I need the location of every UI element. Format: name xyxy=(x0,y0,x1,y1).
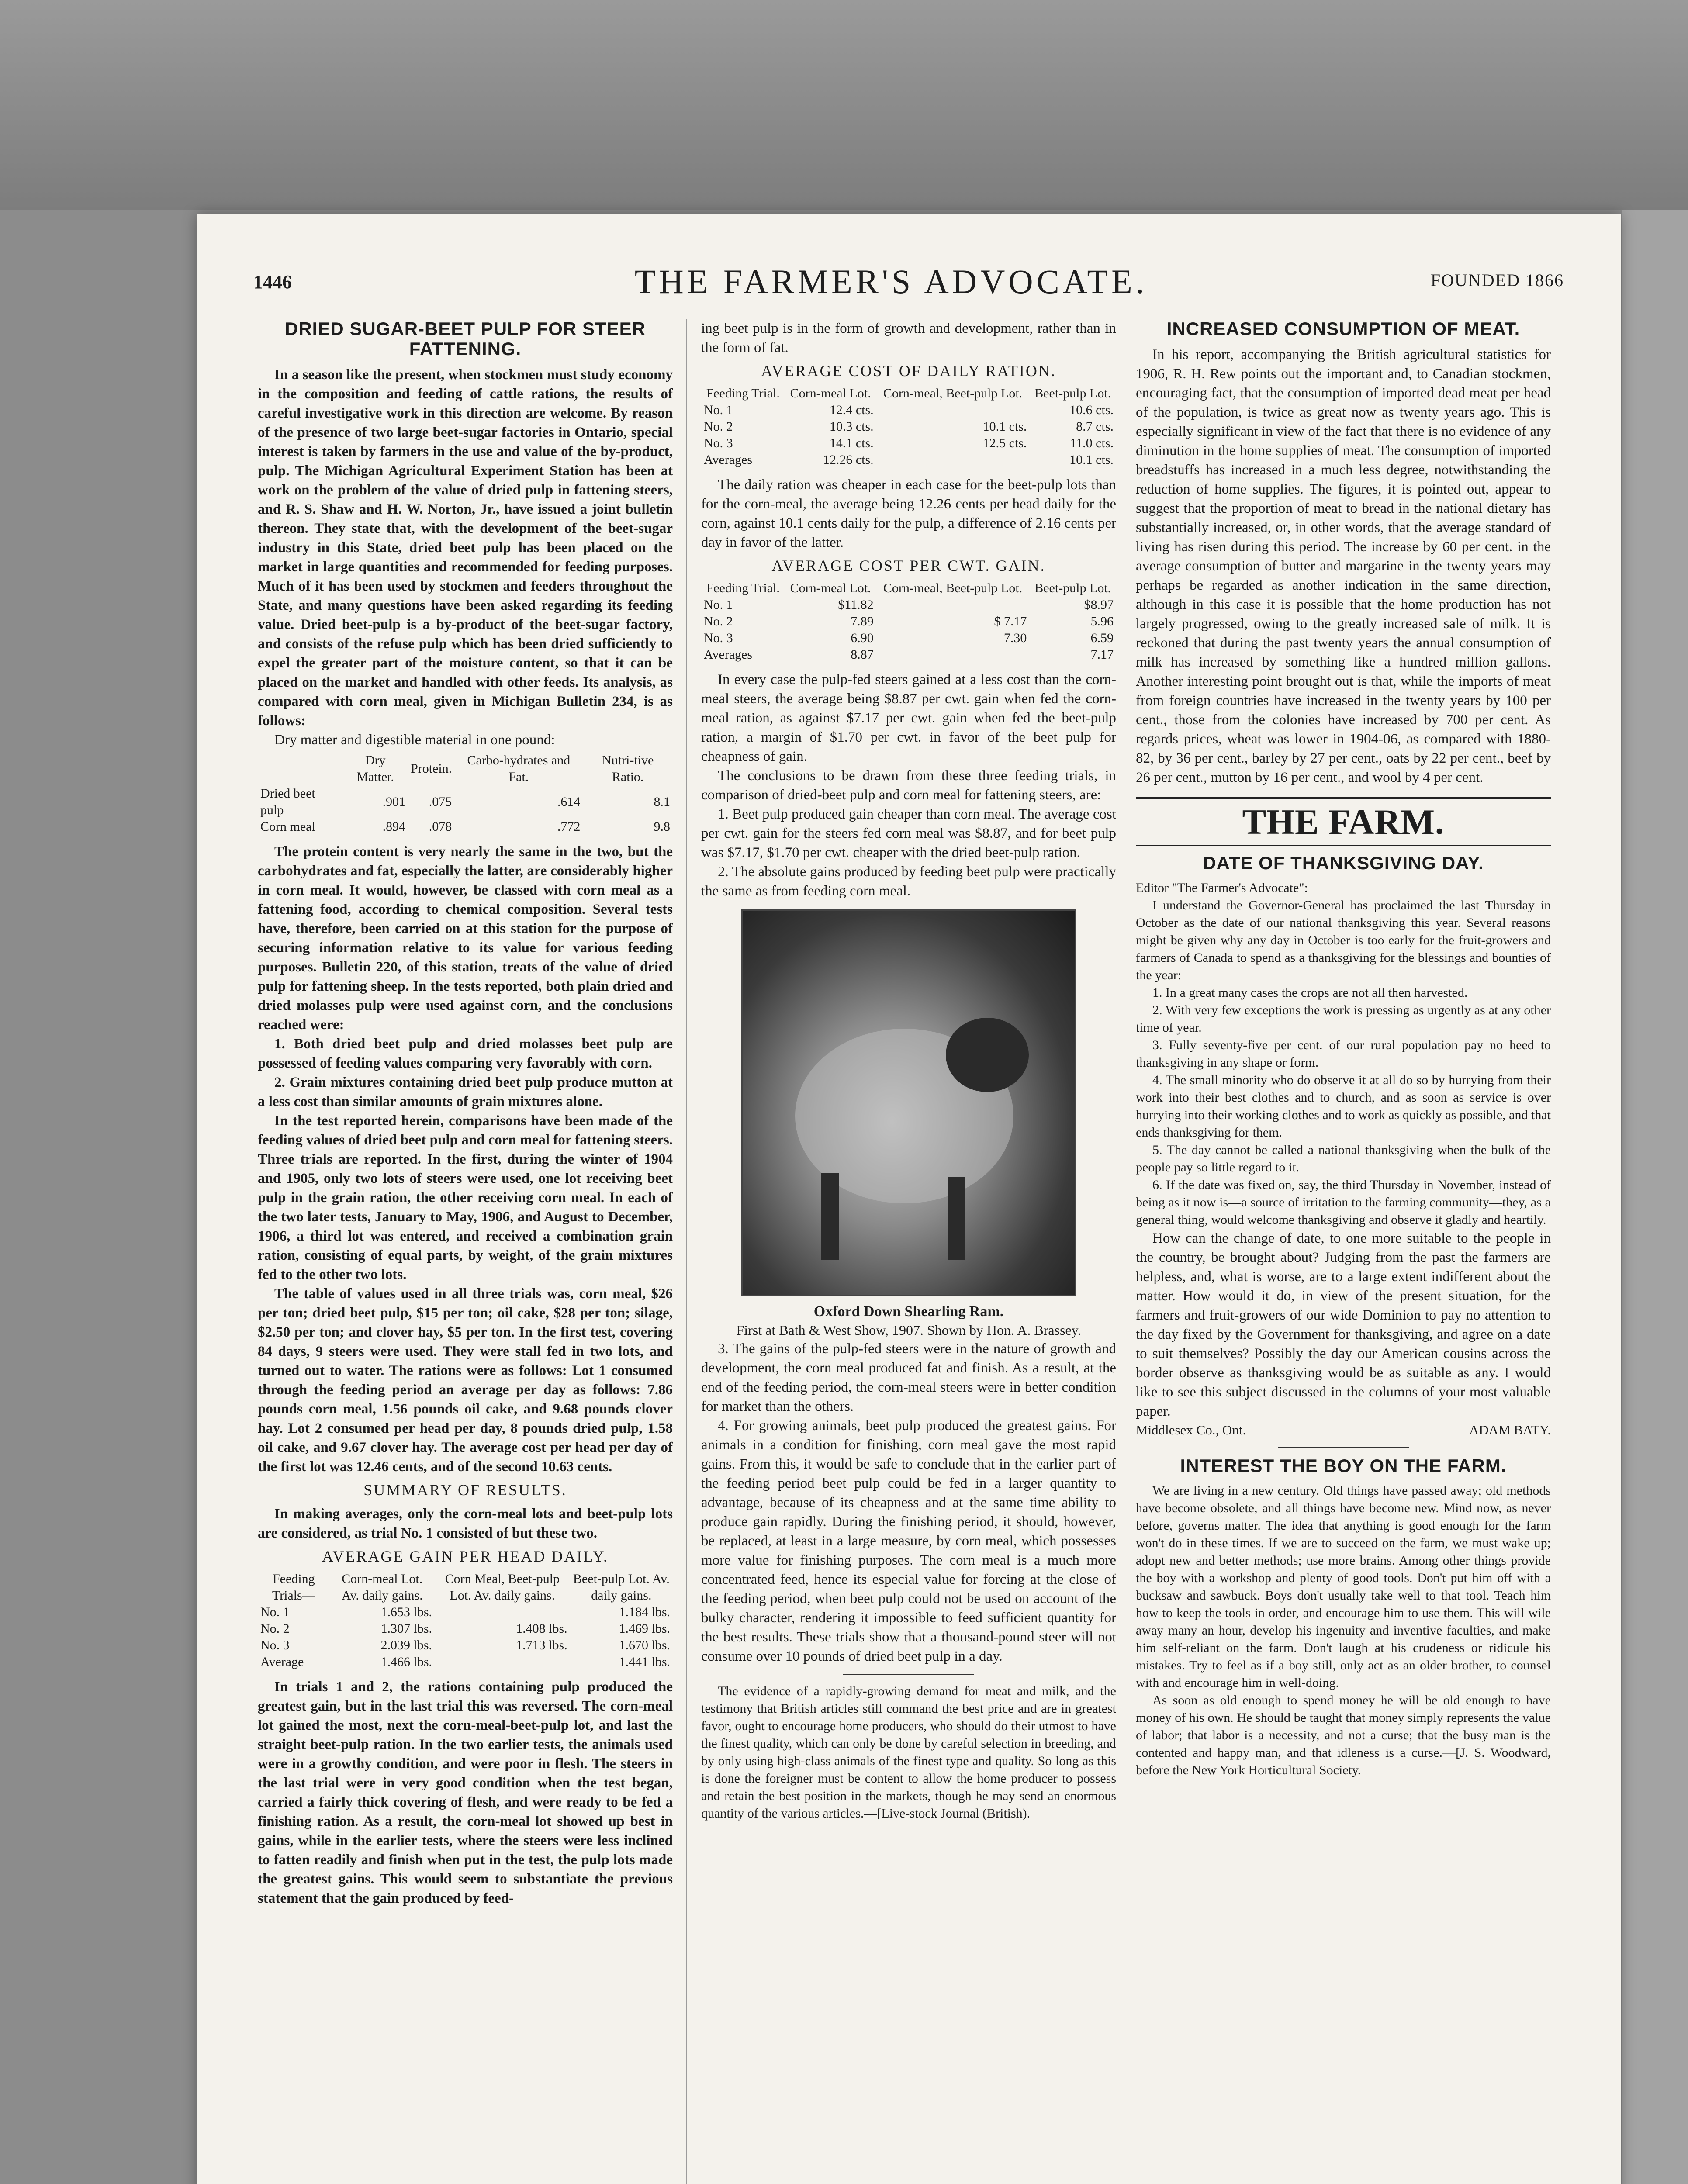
paragraph: 4. The small minority who do observe it at all do so by hurrying from their work into their best clothes and to church, and as soon as service is over hurrying into their working clothes and to work as quickly as possible, and that ends thanksgiving for them. xyxy=(1136,1073,1551,1140)
paragraph: 4. For growing animals, beet pulp produced the greatest gains. For animals in a condition for finishing, corn meal gave the most rapid gains. From this, it would be safe to conclude that in the earlier part of the feeding period beet pulp could be fed in a larger quantity to advantage, because of its cheapness and at the same time ability to produce gain rapidly. During the finishing period, it should, however, be replaced, at least in a large measure, by corn meal, which possesses more value for finishing purposes. The corn meal is a much more concentrated feed, hence its especial value for forcing at the close of the feeding period, when beet pulp could not be used on account of the bulky character, rendering it impossible to feed sufficient quantity for the best results. These trials show that a thousand-pound steer will not consume over 10 pounds of dried beet pulp in a day. xyxy=(701,1418,1116,1664)
page-number: 1446 xyxy=(253,271,292,293)
table-cell: 10.1 cts. xyxy=(982,419,1027,434)
table-heading: AVERAGE COST OF DAILY RATION. xyxy=(761,362,1056,380)
table-header: Corn-meal Lot. Av. daily gains. xyxy=(341,1572,423,1603)
table-cell: 7.89 xyxy=(851,614,874,629)
paragraph: In a season like the present, when stockmen must study economy in the composition and feeding of cattle rations, the results of careful investigative work in this direction are welcome. By reason of the presence of two large beet-sugar factories in Ontario, special interest is taken by farmers in the use and value of the by-product, pulp. The Michigan Agricultural Experiment Station has been at work on the problem of the value of dried pulp in fattening steers, and R. S. Shaw and H. W. Norton, Jr., have issued a joint bulletin thereon. They state that, with the development of the beet-sugar industry in this State, dried beet pulp has been placed on the market in large quantities and recommended for feeding purposes. Much of it has been used by stockmen and feeders throughout the State, and many questions have been asked regarding its feeding value. Dried beet-pulp is a by-product of the beet-sugar factory, and consists of the refuse pulp which has been dried sufficiently to expel the greater part of the moisture content, so that it can be placed on the market and handled with other feeds. Its analysis, as compared with corn meal, given in Michigan Bulletin 234, is as follows: xyxy=(258,367,673,729)
table-cell: No. 1 xyxy=(704,598,733,612)
article-title: INTEREST THE BOY ON THE FARM. xyxy=(1180,1455,1507,1476)
table-row xyxy=(701,418,1116,435)
table-cell: $11.82 xyxy=(838,598,874,612)
table-cell: 8.7 cts. xyxy=(1076,419,1114,434)
column-rule xyxy=(686,319,687,2184)
table-cell: 12.5 cts. xyxy=(982,436,1027,450)
paragraph: In trials 1 and 2, the rations containing pulp produced the greatest gain, but in the last trial this was reversed. The corn-meal lot gained the most, next the corn-meal-beet-pulp lot, and last the straight beet-pulp ration. In the two earlier tests, the animals used were in a growthy condition, and were poor in flesh. The steers in the last trial were in very good condition when the test began, carried a fairly thick covering of flesh, and were ready to be fed a finishing ration. As a result, the corn-meal lot showed up best in gains, while in the earlier tests, where the steers were less inclined to fatten readily and finish when put in the test, the pulp lots made the greatest gains. This would seem to substantiate the previous statement that the gain produced by feed- xyxy=(258,1679,673,1906)
paragraph: In every case the pulp-fed steers gained at a less cost than the corn-meal steers, the average being $8.87 per cwt. gain when fed the corn-meal ration, as against $7.17 per cwt. gain when fed the beet-pulp ration, a margin of $1.70 per cwt. in favor of the beet pulp for cheapness of gain. xyxy=(701,672,1116,764)
table-cell: 1.307 lbs. xyxy=(380,1621,432,1636)
analysis-table xyxy=(258,752,673,835)
table-cell: No. 3 xyxy=(704,436,733,450)
paragraph: 1. Beet pulp produced gain cheaper than corn meal. The average cost per cwt. gain for the steers fed corn meal was $8.87, and for beet pulp was $7.17, $1.70 per cwt. cheaper with the dried beet-pulp ration. xyxy=(701,806,1116,860)
table-cell: 1.469 lbs. xyxy=(619,1621,670,1636)
table-cell: 10.3 cts. xyxy=(829,419,874,434)
table-cell: Average xyxy=(260,1655,304,1669)
column-1 xyxy=(258,319,673,2184)
table-cell xyxy=(876,452,1030,468)
paragraph: As soon as old enough to spend money he will be old enough to have money of his own. He should be taught that money simply represents the value of labor; that labor is a necessity, and not a curse; that the busy man is the contented and happy man, and that idleness is a curse.—[J. S. Woodward, before the New York Horticultural Society. xyxy=(1136,1693,1551,1777)
paragraph: The protein content is very nearly the same in the two, but the carbohydrates and fat, especially the latter, are considerably higher in corn meal. It would, however, be classed with corn meal as a fattening food, according to chemical composition. Several tests have, therefore, been carried on at this station for the purpose of securing information relative to its value for various feeding purposes. Bulletin 220, of this station, treats of the value of dried pulp for fattening sheep. In the tests reported, both plain dried and dried molasses pulp were used against corn, and the conclusions reached were: xyxy=(258,844,673,1033)
table-cell: .772 xyxy=(557,819,581,834)
table-cell xyxy=(876,597,1030,613)
article-title: DATE OF THANKSGIVING DAY. xyxy=(1203,853,1484,873)
table-cell: No. 2 xyxy=(704,419,733,434)
photo-credit: First at Bath & West Show, 1907. Shown by Hon. A. Brassey. xyxy=(736,1322,1081,1338)
table-cell: $8.97 xyxy=(1084,598,1114,612)
section-heading: SUMMARY OF RESULTS. xyxy=(363,1481,567,1499)
divider xyxy=(843,1674,974,1675)
paragraph: 2. Grain mixtures containing dried beet pulp produce mutton at a less cost than similar amounts of grain mixtures alone. xyxy=(258,1075,673,1109)
scan-border-top xyxy=(0,0,1688,210)
table-cell: .078 xyxy=(429,819,452,834)
table-cell: 1.713 lbs. xyxy=(516,1638,567,1652)
photo-caption xyxy=(701,1303,1116,1339)
table-header: Feeding Trial. xyxy=(706,386,780,401)
paragraph: 1. In a great many cases the crops are not all then harvested. xyxy=(1152,985,1468,1000)
masthead: THE FARMER'S ADVOCATE. xyxy=(634,263,1148,301)
table-cell xyxy=(876,402,1030,418)
table-cell xyxy=(876,646,1030,663)
table-cell: No. 2 xyxy=(704,614,733,629)
paragraph: The evidence of a rapidly-growing demand for meat and milk, and the testimony that British articles still command the best price and are in greatest favor, ought to encourage home producers, who should do their utmost to have the finest quality, which can only be done by careful selection in breeding, and by only using high-class animals of the finest type and quality. So long as this is done the foreigner must be content to allow the home producer to possess and retain the best position in the markets, though he may send an enormous quantity of the various articles.—[Live-stock Journal (British). xyxy=(701,1684,1116,1821)
divider xyxy=(1278,1447,1409,1448)
table-cell: 1.184 lbs. xyxy=(619,1605,670,1619)
signature-place: Middlesex Co., Ont. xyxy=(1136,1422,1246,1438)
table-cell: Averages xyxy=(704,647,753,662)
table-cell: 1.466 lbs. xyxy=(380,1655,432,1669)
paragraph: Dry matter and digestible material in one pound: xyxy=(274,732,555,748)
paragraph: 6. If the date was fixed on, say, the third Thursday in November, instead of being as it now is—a source of irritation to the farming community—they, as a general thing, would welcome thanksgiving and observe it gladly and heartily. xyxy=(1136,1178,1551,1227)
column-3 xyxy=(1136,319,1551,2184)
article-title: DRIED SUGAR-BEET PULP FOR STEER FATTENING. xyxy=(285,319,646,359)
table-cell: Averages xyxy=(704,453,753,467)
table-header: Nutri-tive Ratio. xyxy=(602,753,654,784)
table-row xyxy=(258,1654,673,1670)
table-row xyxy=(701,630,1116,646)
ram-photograph xyxy=(741,909,1076,1296)
ram-silhouette xyxy=(743,911,1075,1295)
paragraph: 3. The gains of the pulp-fed steers were in the nature of growth and development, the corn meal produced fat and finish. As a result, at the end of the feeding period, the corn-meal steers were in better condition for market than the others. xyxy=(701,1341,1116,1414)
scan-border-right xyxy=(1622,210,1688,2184)
table-row xyxy=(258,819,673,835)
table-cell: 12.26 cts. xyxy=(823,453,874,467)
paragraph: ing beet pulp is in the form of growth and development, rather than in the form of fat. xyxy=(701,321,1116,356)
table-cell: 9.8 xyxy=(654,819,670,834)
table-header: Corn-meal Lot. xyxy=(790,386,871,401)
section-banner: THE FARM. xyxy=(1136,797,1551,846)
table-cell: Corn meal xyxy=(260,819,315,834)
article-title: INCREASED CONSUMPTION OF MEAT. xyxy=(1166,319,1520,339)
table-cell xyxy=(435,1604,570,1621)
table-header: Beet-pulp Lot. xyxy=(1034,386,1111,401)
table-row xyxy=(701,452,1116,468)
table-cell: 12.4 cts. xyxy=(829,403,874,417)
table-header: Corn Meal, Beet-pulp Lot. Av. daily gains. xyxy=(445,1572,560,1603)
table-cell xyxy=(435,1654,570,1670)
signature xyxy=(1136,1421,1551,1439)
table-cell: No. 3 xyxy=(260,1638,290,1652)
table-cell: 6.90 xyxy=(851,631,874,645)
table-cell: 14.1 cts. xyxy=(829,436,874,450)
table-cell: 2.039 lbs. xyxy=(380,1638,432,1652)
table-cell: No. 1 xyxy=(260,1605,290,1619)
table-header: Beet-pulp Lot. Av. daily gains. xyxy=(573,1572,670,1603)
table-cell: .075 xyxy=(429,795,452,809)
table-cell: 1.653 lbs. xyxy=(380,1605,432,1619)
paragraph: We are living in a new century. Old things have passed away; old methods have become obsolete, and all things have become new. Mind now, as never before, governs matter. The idea that anything is good enough for the farm won't do in these times. If we are to succeed on the farm, we must wake up; adopt new and better methods; use more brains. Among other things provide the boy with a workshop and plenty of good tools. Don't put him off with a bucksaw and sawbuck. Boys don't usually take well to that tool. Teach him how to keep the tools in order, and encourage him to use them. This will wile away many an hour, develop his ingenuity and inventive faculties, and make him self-reliant on the farm. Don't laugh at his crudeness or ridicule his mistakes. Try to feel as if a boy still, only act as an older brother, to counsel with and encourage him in well-doing. xyxy=(1136,1483,1551,1690)
table-cell: .901 xyxy=(382,795,406,809)
table-row xyxy=(701,646,1116,663)
table-cell: 8.87 xyxy=(851,647,874,662)
table-row xyxy=(701,597,1116,613)
table-header: Carbo-hydrates and Fat. xyxy=(467,753,571,784)
table-row xyxy=(701,613,1116,630)
paragraph: 1. Both dried beet pulp and dried molasses beet pulp are possessed of feeding values comparing very favorably with corn. xyxy=(258,1036,673,1071)
gain-table xyxy=(258,1571,673,1670)
table-header: Corn-meal Lot. xyxy=(790,581,871,595)
table-row xyxy=(258,1621,673,1637)
table-heading: AVERAGE GAIN PER HEAD DAILY. xyxy=(322,1548,609,1565)
paragraph: In the test reported herein, comparisons have been made of the feeding values of dried beet pulp and corn meal for fattening steers. Three trials are reported. In the first, during the winter of 1904 and 1905, only two lots of steers were used, one lot receiving beet pulp in the grain ration, the other receiving corn meal. In each of the two later tests, January to May, 1906, and August to December, 1906, a third lot was entered, and received a combination grain ration, consisting of equal parts, by weight, of the grain mixtures fed to the other two lots. xyxy=(258,1113,673,1282)
table-header: Dry Matter. xyxy=(356,753,394,784)
table-cell: No. 2 xyxy=(260,1621,290,1636)
table-heading: AVERAGE COST PER CWT. GAIN. xyxy=(771,557,1046,574)
newspaper-page xyxy=(197,214,1621,2184)
table-header xyxy=(258,752,342,785)
table-row xyxy=(701,435,1116,452)
table-cell: 10.1 cts. xyxy=(1069,453,1114,467)
paragraph: The conclusions to be drawn from these three feeding trials, in comparison of dried-beet pulp and corn meal for fattening steers, are: xyxy=(701,768,1116,803)
table-cell: 10.6 cts. xyxy=(1069,403,1114,417)
photo-title: Oxford Down Shearling Ram. xyxy=(813,1303,1004,1320)
table-header: Protein. xyxy=(411,761,452,776)
table-cell: 11.0 cts. xyxy=(1070,436,1114,450)
table-cell: 8.1 xyxy=(654,795,670,809)
table-header: Feeding Trials— xyxy=(272,1572,315,1603)
table-cell: 7.30 xyxy=(1003,631,1027,645)
paragraph: 3. Fully seventy-five per cent. of our rural population pay no heed to thanksgiving in any shape or form. xyxy=(1136,1038,1551,1070)
page-header xyxy=(253,262,1564,301)
table-header: Feeding Trial. xyxy=(706,581,780,595)
table-cell: 7.17 xyxy=(1090,647,1114,662)
table-header: Beet-pulp Lot. xyxy=(1034,581,1111,595)
founded-line: FOUNDED 1866 xyxy=(1430,270,1564,290)
cwt-table xyxy=(701,580,1116,663)
table-cell: Dried beet pulp xyxy=(260,786,315,817)
table-cell: 1.441 lbs. xyxy=(619,1655,670,1669)
paragraph: 5. The day cannot be called a national thanksgiving when the bulk of the people pay so little regard to it. xyxy=(1136,1143,1551,1175)
table-cell: 1.408 lbs. xyxy=(516,1621,567,1636)
table-cell: No. 1 xyxy=(704,403,733,417)
paragraph: How can the change of date, to one more suitable to the people in the country, be brought about? Judging from the past the farmers are helpless, and, what is worse, are to a large extent indifferent about the matter. How would it do, in view of the present situation, for the farmers and fruit-growers of our wide Dominion to pay no attention to the day fixed by the Government for thanksgiving, and agree on a date to suit themselves? Possibly the day our American cousins across the border observe as thanksgiving would be as suitable as any. I would like to see this subject discussed in the columns of your most valuable paper. xyxy=(1136,1230,1551,1419)
table-cell: 5.96 xyxy=(1090,614,1114,629)
table-cell: .894 xyxy=(382,819,406,834)
table-cell: $ 7.17 xyxy=(994,614,1027,629)
signature-name: ADAM BATY. xyxy=(1469,1422,1551,1438)
table-cell: No. 3 xyxy=(704,631,733,645)
salutation: Editor "The Farmer's Advocate": xyxy=(1136,881,1308,895)
paragraph: 2. The absolute gains produced by feeding beet pulp were practically the same as from feeding corn meal. xyxy=(701,864,1116,899)
table-row xyxy=(701,402,1116,418)
paragraph: In his report, accompanying the British agricultural statistics for 1906, R. H. Rew points out the important and, to Canadian stockmen, encouraging fact, that the consumption of imported dead meat per head of the population, is twice as great now as twenty years ago. This is especially significant in view of the fact that there is no evidence of any diminution in the home supplies of meat. The consumption of imported breadstuffs has increased in a much less degree, notwithstanding the reduction of home supplies. The figures, it is pointed out, appear to suggest that the proportion of meat to bread in the national dietary has substantially increased, or, in other words, that the average standard of living has risen during this period. The increase by 60 per cent. in the average consumption of butter and margarine in the twenty years may perhaps be regarded as another indication in the same direction, although in this case it is possible that the home production has not largely progressed, owing to the greatly increased sale of milk. It is reckoned that during the past twenty years the annual consumption of milk has increased by something like a hundred million gallons. Another interesting point brought out is that, while the imports of meat from foreign countries have increased in the twenty years by 100 per cent., those from the colonies have increased by 700 per cent. As regards prices, wheat was lower in 1904-06, as compared with 1880-82, by 36 per cent., barley by 27 per cent., oats by 22 per cent., beef by 26 per cent., mutton by 16 per cent., and wool by 4 per cent. xyxy=(1136,347,1551,785)
table-cell: 1.670 lbs. xyxy=(619,1638,670,1652)
table-row xyxy=(258,1604,673,1621)
table-cell: 6.59 xyxy=(1090,631,1114,645)
paragraph: In making averages, only the corn-meal lots and beet-pulp lots are considered, as trial No. 1 consisted of but these two. xyxy=(258,1506,673,1541)
ration-table xyxy=(701,385,1116,468)
paragraph: 2. With very few exceptions the work is pressing as urgently as at any other time of year. xyxy=(1136,1003,1551,1035)
paragraph: I understand the Governor-General has proclaimed the last Thursday in October as the date of our national thanksgiving this year. Several reasons might be given why any day in October is too early for the fruit-growers and farmers of Canada to spend as a thanksgiving for the blessings and bounties of the year: xyxy=(1136,898,1551,982)
column-2 xyxy=(701,319,1116,2184)
paragraph: The table of values used in all three trials was, corn meal, $26 per ton; dried beet pulp, $15 per ton; oil cake, $28 per ton; silage, $2.50 per ton; and clover hay, $5 per ton. In the first test, covering 84 days, 9 steers were used. They were stall fed in two lots, and turned out to water. The rations were as follows: Lot 1 consumed through the feeding period an average per day as follows: 7.86 pounds corn meal, 1.56 pounds oil cake, and 9.68 pounds clover hay. Lot 2 consumed per head per day, 8 pounds dried pulp, 1.58 oil cake, and 9.67 clover hay. The average cost per head per day of the first lot was 12.46 cents, and of the second 10.63 cents. xyxy=(258,1286,673,1475)
table-cell: .614 xyxy=(557,795,581,809)
table-row xyxy=(258,785,673,819)
table-header: Corn-meal, Beet-pulp Lot. xyxy=(883,386,1023,401)
table-header: Corn-meal, Beet-pulp Lot. xyxy=(883,581,1023,595)
paragraph: The daily ration was cheaper in each case for the beet-pulp lots than for the corn-meal, the average being 12.26 cents per head daily for the corn, against 10.1 cents daily for the pulp, a difference of 2.16 cents per day in favor of the latter. xyxy=(701,477,1116,550)
table-row xyxy=(258,1637,673,1654)
